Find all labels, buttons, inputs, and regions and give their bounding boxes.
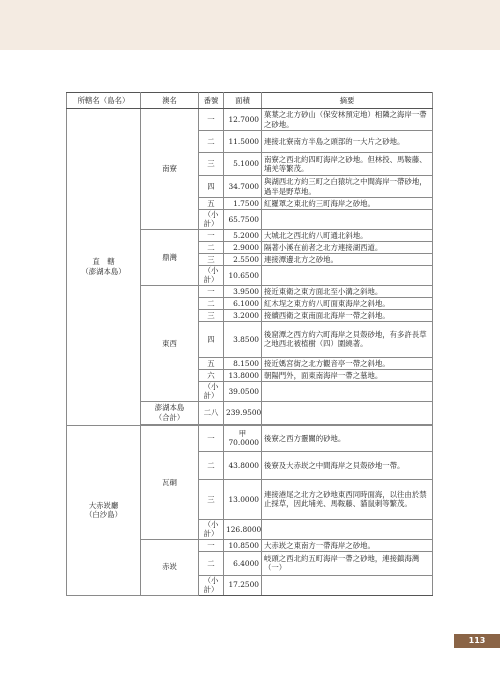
- header-area: 面積: [224, 93, 262, 109]
- subtotal-blank: [262, 575, 433, 595]
- row-summary: 大城北之西北約八町通北斜地。: [262, 229, 433, 241]
- row-number: 二: [199, 241, 224, 253]
- row-area: 5.1000: [224, 153, 262, 176]
- row-summary: 後窟潭之西方約六町海岸之貝殼砂地，有多許長草之地西北被植樹（四）圍繞著。: [262, 321, 433, 357]
- row-area: 11.5000: [224, 131, 262, 153]
- row-number: 一: [199, 539, 224, 551]
- row-summary: 南寮之西北約四町海岸之砂地。但林投、馬鞍藤、埔羌等繁茂。: [262, 153, 433, 176]
- row-area: 1.7500: [224, 198, 262, 210]
- subgroup-name-watong: 瓦硐: [141, 425, 199, 539]
- page-number: 113: [454, 634, 500, 648]
- row-area: 3.9500: [224, 285, 262, 297]
- row-number: 五: [199, 198, 224, 210]
- region-name: 大赤崁廳: [88, 500, 119, 510]
- subtotal-blank: [262, 381, 433, 401]
- row-area: 6.4000: [224, 551, 262, 575]
- row-summary: 接近媽宮街之北方觀音亭一帶之斜地。: [262, 357, 433, 369]
- subtotal-blank: [262, 265, 433, 285]
- forest-land-table: [66, 92, 433, 596]
- row-summary: 連接潭邊北方之砂地。: [262, 253, 433, 265]
- row-area: 5.2000: [224, 229, 262, 241]
- total-label: [141, 401, 199, 424]
- row-number: 四: [199, 176, 224, 198]
- total-number: 二八: [199, 401, 224, 424]
- total-label-line: （合計）: [154, 412, 185, 422]
- row-area: 2.5500: [224, 253, 262, 265]
- table-row: [67, 109, 433, 131]
- subtotal-area: 10.6500: [224, 265, 262, 285]
- row-summary: 紅羅罩之東北約三町海岸之砂地。: [262, 198, 433, 210]
- row-summary: 接近東衛之東方面北至小溝之斜地。: [262, 285, 433, 297]
- row-number: 四: [199, 321, 224, 357]
- table-header-row: [67, 93, 433, 109]
- row-area: 34.7000: [224, 176, 262, 198]
- row-summary: 大赤崁之東南方一帶海岸之砂地。: [262, 539, 433, 551]
- row-area: 13.8000: [224, 369, 262, 381]
- subtotal-area: 17.2500: [224, 575, 262, 595]
- row-number: 一: [199, 229, 224, 241]
- row-summary: 與湖西北方約三町之白猿坑之中間海岸一帶砂地，過半是野草地。: [262, 176, 433, 198]
- row-summary: 紅木埕之東方約八町面東海岸之斜地。: [262, 297, 433, 309]
- subtotal-label: （小計）: [199, 265, 224, 285]
- region-cell-dachikan: [67, 425, 141, 595]
- row-area: 10.8500: [224, 539, 262, 551]
- row-area: 8.1500: [224, 357, 262, 369]
- row-number: 五: [199, 357, 224, 369]
- subtotal-blank: [262, 210, 433, 230]
- subtotal-area: 39.0500: [224, 381, 262, 401]
- row-number: 三: [199, 153, 224, 176]
- table-row: [67, 425, 433, 451]
- row-number: 二: [199, 297, 224, 309]
- subtotal-label: （小計）: [199, 575, 224, 595]
- total-label-line: 澎湖本島: [154, 403, 185, 413]
- row-number: 三: [199, 309, 224, 321]
- row-area: 3.2000: [224, 309, 262, 321]
- row-summary: 後寮之西方靈關的砂地。: [262, 425, 433, 451]
- subtotal-label: （小計）: [199, 381, 224, 401]
- subtotal-area: 126.8000: [224, 519, 262, 539]
- region-name: 直 轄: [92, 257, 115, 267]
- subtotal-area: 65.7500: [224, 210, 262, 230]
- subgroup-name-dingwan: 鼎灣: [141, 229, 199, 285]
- total-area: 239.9500: [224, 401, 262, 424]
- row-area: 43.8000: [224, 451, 262, 479]
- subgroup-name-chikan: 赤崁: [141, 539, 199, 595]
- row-summary: 接續西衛之東南面北海岸一帶之斜地。: [262, 309, 433, 321]
- row-summary: 朝陽門外，面東南海岸一帶之墓地。: [262, 369, 433, 381]
- row-area: 6.1000: [224, 297, 262, 309]
- subtotal-blank: [262, 519, 433, 539]
- row-number: 二: [199, 551, 224, 575]
- row-number: 三: [199, 479, 224, 519]
- row-summary: 後寮及大赤崁之中間海岸之貝殼砂地一帶。: [262, 451, 433, 479]
- row-summary: 連接北寮南方半島之頭部的一大片之砂地。: [262, 131, 433, 153]
- region-island: （白沙島）: [85, 510, 122, 520]
- row-number: 一: [199, 109, 224, 131]
- row-number: 六: [199, 369, 224, 381]
- subgroup-name-nanliao: 南寮: [141, 109, 199, 230]
- subtotal-label: （小計）: [199, 519, 224, 539]
- row-area: 2.9000: [224, 241, 262, 253]
- header-summary: 摘要: [262, 93, 433, 109]
- row-area: 12.7000: [224, 109, 262, 131]
- header-jurisdiction: 所轄名（島名）: [67, 93, 141, 109]
- row-summary: 連接港尾之北方之砂地東西同時面海，以往由於禁止採草，因此埔羌、馬鞍藤、貓鼠刺等繁茂。: [262, 479, 433, 519]
- row-area: [224, 425, 262, 451]
- subtotal-label: （小計）: [199, 210, 224, 230]
- top-header-band: [0, 0, 500, 50]
- row-number: 一: [199, 285, 224, 297]
- row-summary: 隔著小溪在前者之北方連接湖西道。: [262, 241, 433, 253]
- row-number: 一: [199, 425, 224, 451]
- region-island: （澎湖本島）: [81, 266, 126, 276]
- area-value: 70.0000: [228, 438, 259, 448]
- region-cell-direct: [67, 109, 141, 426]
- row-number: 二: [199, 131, 224, 153]
- header-number: 番號: [199, 93, 224, 109]
- row-summary: 菓葉之北方砂山（保安林預定地）相隣之海岸一帶之砂地。: [262, 109, 433, 131]
- row-area: 3.8500: [224, 321, 262, 357]
- row-area: 13.0000: [224, 479, 262, 519]
- header-ao-name: 澳名: [141, 93, 199, 109]
- row-number: 三: [199, 253, 224, 265]
- row-summary: 岐頭之西北約五町海岸一帶之砂地，連接鎮海灣（一）: [262, 551, 433, 575]
- row-number: 二: [199, 451, 224, 479]
- total-blank: [262, 401, 433, 424]
- area-unit-mark: 甲: [238, 428, 247, 438]
- subgroup-name-dongxi: 東西: [141, 285, 199, 401]
- forest-land-table-wrap: [66, 92, 432, 596]
